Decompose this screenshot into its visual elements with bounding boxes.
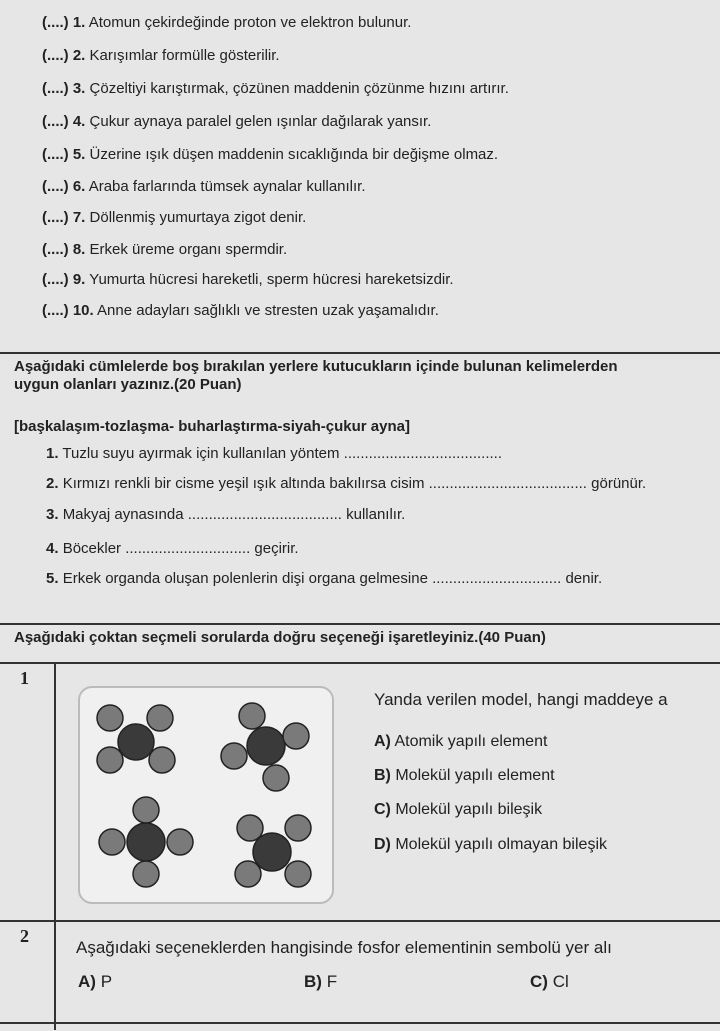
question-stem: Yanda verilen model, hangi maddeye a (374, 690, 668, 709)
molecule (99, 797, 193, 887)
question-divider (0, 920, 720, 922)
molecule (97, 705, 175, 773)
question-number: 2 (20, 926, 29, 946)
option-a[interactable]: A) P (78, 972, 113, 991)
fill-item: 2. Kırmızı renkli bir cisme yeşil ışık altında bakılırsa cisim ...................................... görünür. (46, 475, 647, 492)
section-divider (0, 1022, 720, 1024)
mc-section-title: Aşağıdaki çoktan seçmeli sorularda doğru seçeneği işaretleyiniz.(40 Puan) (14, 629, 546, 646)
option-b[interactable]: B) F (304, 972, 338, 991)
tf-item: (....) 6. Araba farlarında tümsek aynalar kullanılır. (42, 178, 366, 195)
tf-item: (....) 9. Yumurta hücresi hareketli, sperm hücresi hareketsizdir. (42, 271, 454, 288)
section-divider (0, 623, 720, 625)
molecule (221, 703, 309, 791)
tf-item: (....) 3. Çözeltiyi karıştırmak, çözünen maddenin çözünme hızını artırır. (42, 80, 509, 97)
question-number-column-divider (54, 662, 56, 1030)
question-stem: Aşağıdaki seçeneklerden hangisinde fosfor elementinin sembolü yer alı (76, 938, 612, 957)
question-number: 1 (20, 668, 29, 688)
option-c[interactable]: C) Molekül yapılı bileşik (374, 801, 543, 818)
section-divider (0, 352, 720, 354)
option-a[interactable]: A) Atomik yapılı element (374, 733, 548, 750)
tf-item: (....) 1. Atomun çekirdeğinde proton ve elektron bulunur. (42, 14, 412, 31)
tf-item: (....) 10. Anne adayları sağlıklı ve stresten uzak yaşamalıdır. (42, 302, 439, 319)
fill-section-title: Aşağıdaki cümlelerde boş bırakılan yerlere kutucukların içinde bulunan kelimelerden uygun olanları yazınız.(20 Puan) (14, 358, 618, 393)
fill-item: 4. Böcekler .............................. geçirir. (46, 540, 299, 557)
tf-item: (....) 7. Döllenmiş yumurtaya zigot denir. (42, 209, 307, 226)
section-divider (0, 662, 720, 664)
word-bank: [başkalaşım-tozlaşma- buharlaştırma-siyah-çukur ayna] (14, 418, 410, 435)
fill-item: 1. Tuzlu suyu ayırmak için kullanılan yöntem ...................................... (46, 445, 503, 462)
fill-item: 5. Erkek organda oluşan polenlerin dişi organa gelmesine ............................... denir. (46, 570, 603, 587)
tf-item: (....) 5. Üzerine ışık düşen maddenin sıcaklığında bir değişme olmaz. (42, 146, 499, 163)
option-c[interactable]: C) Cl (530, 972, 569, 991)
tf-item: (....) 4. Çukur aynaya paralel gelen ışınlar dağılarak yansır. (42, 113, 432, 130)
molecule-model-figure (78, 686, 334, 904)
tf-item: (....) 2. Karışımlar formülle gösterilir. (42, 47, 280, 64)
tf-item: (....) 8. Erkek üreme organı spermdir. (42, 241, 288, 258)
molecule (235, 815, 311, 887)
option-b[interactable]: B) Molekül yapılı element (374, 767, 555, 784)
fill-item: 3. Makyaj aynasında ..................................... kullanılır. (46, 506, 406, 523)
option-d[interactable]: D) Molekül yapılı olmayan bileşik (374, 836, 607, 853)
